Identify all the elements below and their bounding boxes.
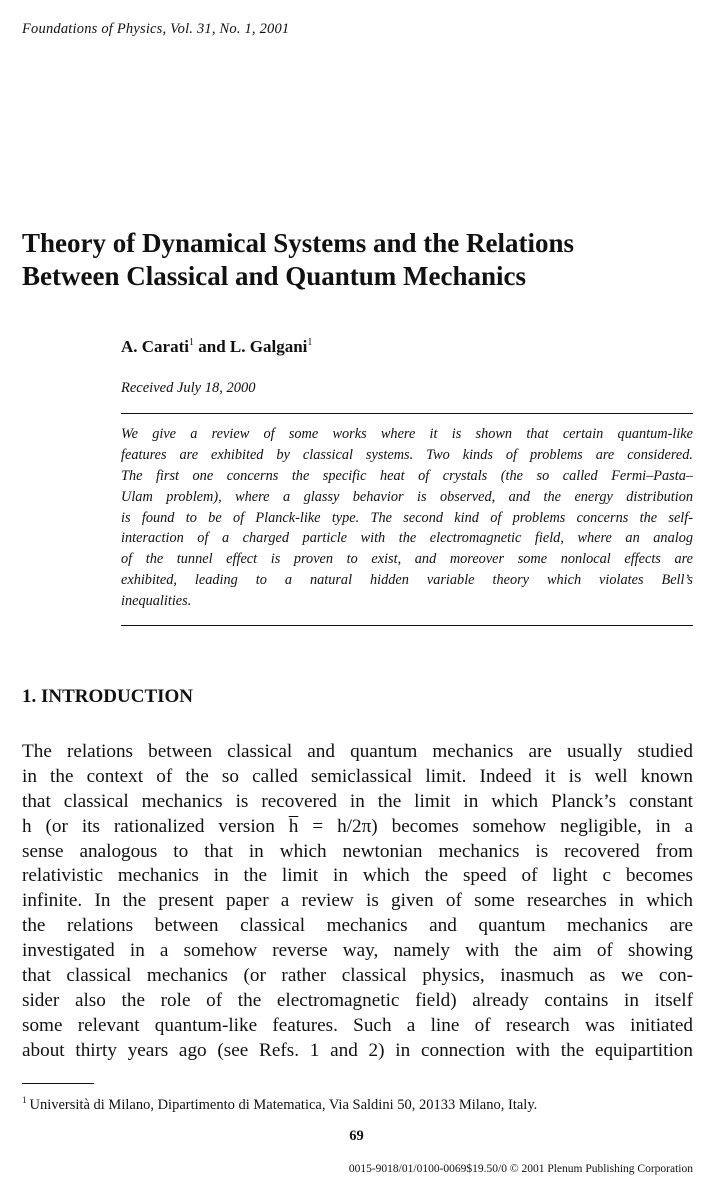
title-line-2: Between Classical and Quantum Mechanics xyxy=(22,261,527,291)
abstract-line: of the tunnel effect is proven to exist, and moreover some nonlocal effects are xyxy=(121,551,693,568)
abstract-line: features are exhibited by classical systems. Two kinds of problems are considered. xyxy=(121,446,693,463)
body-line: some relevant quantum-like features. Such a line of research was initiated xyxy=(22,1014,693,1036)
body-line: that classical mechanics is recovered in the limit in which Planck’s constant xyxy=(22,790,693,812)
abstract xyxy=(121,424,693,612)
abstract-line: interaction of a charged particle with the electromagnetic field, where an analog xyxy=(121,530,693,547)
title-line-1: Theory of Dynamical Systems and the Relations xyxy=(22,228,574,258)
body-line: h (or its rationalized version h̅ = h/2π) becomes somehow negligible, in a xyxy=(22,815,693,837)
footnote xyxy=(22,1095,537,1114)
journal-citation: Foundations of Physics, Vol. 31, No. 1, 2001 xyxy=(22,21,290,37)
abstract-top-rule xyxy=(121,413,693,414)
affiliation-marker: 1 xyxy=(307,337,313,348)
author-name: L. Galgani xyxy=(229,337,308,356)
abstract-line: The first one concerns the specific heat of crystals (the so called Fermi–Pasta– xyxy=(121,467,693,484)
abstract-line: inequalities. xyxy=(121,593,192,610)
body-line: in the context of the so called semiclassical limit. Indeed it is well known xyxy=(22,765,693,787)
author-conjunction: and xyxy=(198,337,226,356)
abstract-bottom-rule xyxy=(121,625,693,626)
body-line: sider also the role of the electromagnetic field) already contains in itself xyxy=(22,989,693,1011)
authors xyxy=(121,337,312,357)
footnote-marker: 1 xyxy=(22,1095,27,1105)
body-line: about thirty years ago (see Refs. 1 and 2) in connection with the equipartition xyxy=(22,1039,693,1061)
body-line: infinite. In the present paper a review is given of some researches in which xyxy=(22,890,693,912)
abstract-line: Ulam problem), where a glassy behavior is observed, and the energy distribution xyxy=(121,488,693,505)
body-text xyxy=(22,740,693,1064)
body-line: the relations between classical mechanics and quantum mechanics are xyxy=(22,915,693,937)
body-line: sense analogous to that in which newtonian mechanics is recovered from xyxy=(22,840,693,862)
footnote-text: Università di Milano, Dipartimento di Matematica, Via Saldini 50, 20133 Milano, Italy. xyxy=(29,1097,538,1113)
body-line: that classical mechanics (or rather classical physics, inasmuch as we con- xyxy=(22,965,693,987)
body-line: The relations between classical and quantum mechanics are usually studied xyxy=(22,741,693,762)
abstract-line: is found to be of Planck-like type. The second kind of problems concerns the self- xyxy=(121,509,693,526)
body-line: relativistic mechanics in the limit in which the speed of light c becomes xyxy=(22,865,693,887)
copyright-line: 0015-9018/01/0100-0069$19.50/0 © 2001 Plenum Publishing Corporation xyxy=(348,1163,693,1175)
body-line: investigated in a somehow reverse way, namely with the aim of showing xyxy=(22,940,693,962)
paper-title xyxy=(22,227,702,293)
section-heading: 1. INTRODUCTION xyxy=(22,686,194,707)
author-name: A. Carati xyxy=(121,337,189,356)
page-number: 69 xyxy=(349,1128,364,1144)
affiliation-marker: 1 xyxy=(188,337,194,348)
abstract-line: We give a review of some works where it is shown that certain quantum-like xyxy=(121,426,693,442)
footnote-rule xyxy=(22,1083,94,1084)
abstract-line: exhibited, leading to a natural hidden variable theory which violates Bell’s xyxy=(121,572,693,589)
received-date: Received July 18, 2000 xyxy=(121,380,256,396)
